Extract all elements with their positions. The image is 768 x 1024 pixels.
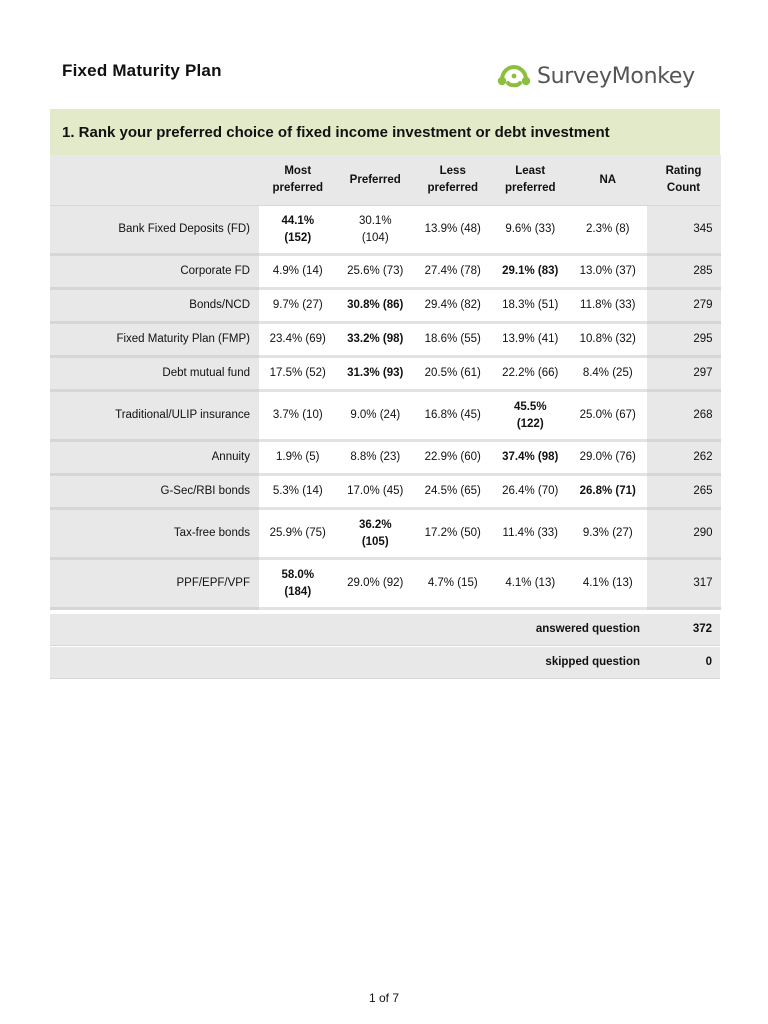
- question-title: 1. Rank your preferred choice of fixed income investment or debt investment: [50, 109, 720, 155]
- header-blank: [50, 155, 259, 206]
- cell-na: 29.0% (76): [569, 441, 647, 475]
- page-title: Fixed Maturity Plan: [62, 61, 222, 80]
- cell-least-preferred: 13.9% (41): [492, 323, 570, 357]
- cell-most-preferred: 4.9% (14): [259, 255, 337, 289]
- cell-na: 2.3% (8): [569, 206, 647, 255]
- row-label: Corporate FD: [50, 255, 259, 289]
- cell-rating-count: 317: [647, 559, 721, 609]
- cell-preferred: 36.2% (105): [337, 509, 415, 559]
- cell-rating-count: 265: [647, 475, 721, 509]
- cell-rating-count: 285: [647, 255, 721, 289]
- cell-least-preferred: 4.1% (13): [492, 559, 570, 609]
- row-label: Bank Fixed Deposits (FD): [50, 206, 259, 255]
- table-row: [50, 255, 721, 289]
- header-row: [50, 155, 721, 206]
- cell-most-preferred: 17.5% (52): [259, 357, 337, 391]
- table-row: [50, 509, 721, 559]
- cell-less-preferred: 4.7% (15): [414, 559, 492, 609]
- cell-most-preferred: 1.9% (5): [259, 441, 337, 475]
- row-label: Annuity: [50, 441, 259, 475]
- row-label: Fixed Maturity Plan (FMP): [50, 323, 259, 357]
- cell-most-preferred: 25.9% (75): [259, 509, 337, 559]
- table-row: [50, 559, 721, 609]
- cell-less-preferred: 18.6% (55): [414, 323, 492, 357]
- table-row: [50, 391, 721, 441]
- cell-least-preferred: 29.1% (83): [492, 255, 570, 289]
- cell-least-preferred: 18.3% (51): [492, 289, 570, 323]
- cell-less-preferred: 22.9% (60): [414, 441, 492, 475]
- cell-preferred: 30.1% (104): [337, 206, 415, 255]
- cell-most-preferred: 5.3% (14): [259, 475, 337, 509]
- cell-less-preferred: 27.4% (78): [414, 255, 492, 289]
- cell-less-preferred: 13.9% (48): [414, 206, 492, 255]
- header-most-preferred: Most preferred: [259, 155, 337, 206]
- cell-most-preferred: 9.7% (27): [259, 289, 337, 323]
- cell-rating-count: 268: [647, 391, 721, 441]
- cell-preferred: 30.8% (86): [337, 289, 415, 323]
- cell-least-preferred: 22.2% (66): [492, 357, 570, 391]
- header-rating-count: Rating Count: [647, 155, 721, 206]
- cell-rating-count: 290: [647, 509, 721, 559]
- table-row: [50, 289, 721, 323]
- table-row: [50, 357, 721, 391]
- row-label: Debt mutual fund: [50, 357, 259, 391]
- results-table: [50, 155, 721, 610]
- cell-less-preferred: 20.5% (61): [414, 357, 492, 391]
- cell-least-preferred: 37.4% (98): [492, 441, 570, 475]
- table-row: [50, 206, 721, 255]
- surveymonkey-logo: [497, 60, 695, 92]
- cell-na: 8.4% (25): [569, 357, 647, 391]
- skipped-question-label: skipped question: [545, 656, 640, 668]
- cell-preferred: 31.3% (93): [337, 357, 415, 391]
- header-less-preferred: Less preferred: [414, 155, 492, 206]
- cell-less-preferred: 17.2% (50): [414, 509, 492, 559]
- cell-most-preferred: 44.1% (152): [259, 206, 337, 255]
- row-label: Tax-free bonds: [50, 509, 259, 559]
- cell-most-preferred: 58.0% (184): [259, 559, 337, 609]
- row-label: G-Sec/RBI bonds: [50, 475, 259, 509]
- cell-preferred: 25.6% (73): [337, 255, 415, 289]
- cell-less-preferred: 24.5% (65): [414, 475, 492, 509]
- page-number: 1 of 7: [368, 991, 400, 1005]
- cell-most-preferred: 23.4% (69): [259, 323, 337, 357]
- cell-least-preferred: 11.4% (33): [492, 509, 570, 559]
- table-row: [50, 441, 721, 475]
- cell-less-preferred: 16.8% (45): [414, 391, 492, 441]
- cell-na: 13.0% (37): [569, 255, 647, 289]
- cell-rating-count: 279: [647, 289, 721, 323]
- table-row: [50, 323, 721, 357]
- cell-na: 26.8% (71): [569, 475, 647, 509]
- monkey-logo-icon: [497, 62, 531, 90]
- cell-most-preferred: 3.7% (10): [259, 391, 337, 441]
- table-row: [50, 475, 721, 509]
- cell-least-preferred: 26.4% (70): [492, 475, 570, 509]
- skipped-question-row: [50, 647, 720, 679]
- cell-rating-count: 262: [647, 441, 721, 475]
- cell-least-preferred: 45.5% (122): [492, 391, 570, 441]
- header-na: NA: [569, 155, 647, 206]
- cell-na: 11.8% (33): [569, 289, 647, 323]
- answered-question-row: [50, 614, 720, 646]
- cell-na: 10.8% (32): [569, 323, 647, 357]
- cell-rating-count: 295: [647, 323, 721, 357]
- cell-preferred: 17.0% (45): [337, 475, 415, 509]
- cell-preferred: 8.8% (23): [337, 441, 415, 475]
- cell-less-preferred: 29.4% (82): [414, 289, 492, 323]
- row-label: PPF/EPF/VPF: [50, 559, 259, 609]
- logo-wordmark: SurveyMonkey: [537, 63, 695, 89]
- cell-na: 4.1% (13): [569, 559, 647, 609]
- header-preferred: Preferred: [337, 155, 415, 206]
- row-label: Bonds/NCD: [50, 289, 259, 323]
- cell-na: 25.0% (67): [569, 391, 647, 441]
- cell-rating-count: 345: [647, 206, 721, 255]
- answered-question-value: 372: [692, 623, 712, 635]
- skipped-question-value: 0: [705, 656, 712, 668]
- cell-preferred: 9.0% (24): [337, 391, 415, 441]
- answered-question-label: answered question: [535, 623, 640, 635]
- cell-preferred: 33.2% (98): [337, 323, 415, 357]
- cell-na: 9.3% (27): [569, 509, 647, 559]
- row-label: Traditional/ULIP insurance: [50, 391, 259, 441]
- cell-rating-count: 297: [647, 357, 721, 391]
- header-least-preferred: Least preferred: [492, 155, 570, 206]
- cell-least-preferred: 9.6% (33): [492, 206, 570, 255]
- cell-preferred: 29.0% (92): [337, 559, 415, 609]
